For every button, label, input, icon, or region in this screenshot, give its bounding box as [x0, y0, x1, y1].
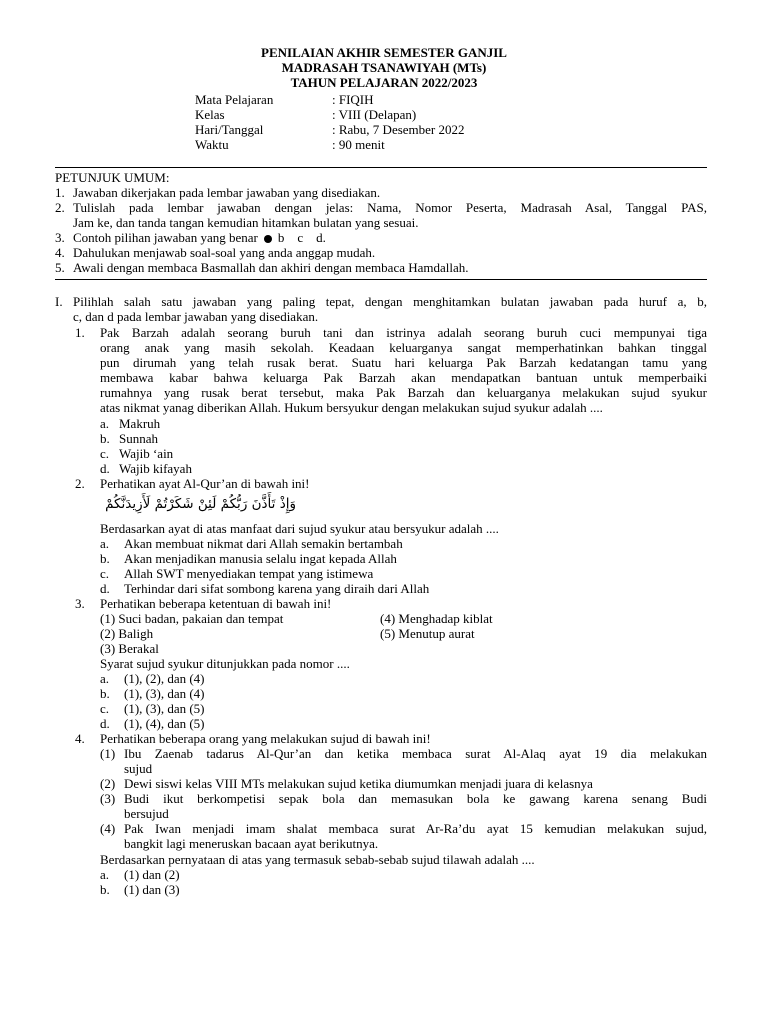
- school-name: MADRASAH TSANAWIYAH (MTs): [281, 60, 487, 75]
- statement-number: (4): [100, 821, 116, 836]
- option-text: Terhindar dari sifat sombong karena yang diraih dari Allah: [124, 581, 430, 596]
- condition-item: (2) Baligh: [100, 626, 154, 641]
- option-text: (1) dan (2): [124, 867, 180, 882]
- meta-label: Mata Pelajaran: [195, 92, 274, 107]
- question-text: Berdasarkan ayat di atas manfaat dari sujud syukur atau bersyukur adalah ....: [100, 521, 499, 536]
- statement-number: (1): [100, 746, 116, 761]
- instruction-number: 3.: [55, 230, 65, 245]
- instruction-text: Jawaban dikerjakan pada lembar jawaban yang disediakan.: [73, 185, 381, 200]
- instruction-text: Contoh pilihan jawaban yang benar: [73, 230, 258, 245]
- option-letter: c.: [100, 446, 110, 461]
- quran-verse: [100, 491, 296, 517]
- statement-text: bersujud: [124, 806, 169, 821]
- option-text: (1), (4), dan (5): [124, 716, 205, 731]
- meta-value: : FIQIH: [332, 92, 374, 107]
- meta-value: : Rabu, 7 Desember 2022: [332, 122, 465, 137]
- question-text: atas nikmat yanag diberikan Allah. Hukum bersyukur dengan melakukan sujud syukur adalah ....: [100, 400, 603, 415]
- option-text: Akan membuat nikmat dari Allah semakin bertambah: [124, 536, 403, 551]
- statement-text: Pak Iwan menjadi imam shalat membaca surat Ar-Ra’du ayat 15 kemudian melakukan sujud,: [124, 821, 707, 836]
- statement-number: (2): [100, 776, 116, 791]
- arabic-text: وَإِذْ تَأَذَّنَ رَبُّكُمْ لَئِنْ شَكَرْتُمْ لَأَزِيدَنَّكُمْ: [105, 496, 296, 512]
- option-letter: d.: [100, 461, 110, 476]
- option-text: (1), (3), dan (5): [124, 701, 205, 716]
- meta-value: : VIII (Delapan): [332, 107, 417, 122]
- statement-number: (3): [100, 791, 116, 806]
- option-text: Sunnah: [119, 431, 158, 446]
- filled-bubble-icon: [264, 235, 272, 243]
- statement-text: Ibu Zaenab tadarus Al-Qur’an dan ketika membaca surat Al-Alaq ayat 19 dia melakukan: [124, 746, 707, 761]
- option-letter: c.: [100, 701, 110, 716]
- question-number: 1.: [75, 325, 85, 340]
- option-letter: a.: [100, 536, 110, 551]
- meta-label: Kelas: [195, 107, 225, 122]
- option-letter: d.: [100, 581, 110, 596]
- question-text: Berdasarkan pernyataan di atas yang termasuk sebab-sebab sujud tilawah adalah ....: [100, 852, 535, 867]
- question-number: 2.: [75, 476, 85, 491]
- option-text: Akan menjadikan manusia selalu ingat kepada Allah: [124, 551, 397, 566]
- option-letter: b.: [100, 431, 110, 446]
- instruction-number: 4.: [55, 245, 65, 260]
- option-letter: a.: [100, 416, 110, 431]
- condition-item: (5) Menutup aurat: [380, 626, 475, 641]
- condition-item: (1) Suci badan, pakaian dan tempat: [100, 611, 284, 626]
- statement-text: sujud: [124, 761, 153, 776]
- instruction-example: [73, 230, 326, 245]
- statement-text: bangkit lagi meneruskan bacaan ayat berikutnya.: [124, 836, 379, 851]
- question-text: membawa kabar bahwa keluarga Pak Barzah akan mendapatkan bantuan untuk memperbaiki: [100, 370, 707, 385]
- question-number: 3.: [75, 596, 85, 611]
- meta-label: Hari/Tanggal: [195, 122, 264, 137]
- question-text: Pak Barzah adalah seorang buruh tani dan istrinya adalah seorang buruh cuci mempunyai tiga: [100, 325, 707, 340]
- divider-bottom: [55, 279, 707, 280]
- instruction-number: 2.: [55, 200, 65, 215]
- divider-top: [55, 167, 707, 168]
- condition-item: (4) Menghadap kiblat: [380, 611, 493, 626]
- question-text: pun dirumah yang telah rusak berat. Suatu hari keluarga Pak Barzah kedatangan tamu yang: [100, 355, 707, 370]
- option-letter: b.: [100, 686, 110, 701]
- instruction-number: 5.: [55, 260, 65, 275]
- question-text: Syarat sujud syukur ditunjukkan pada nomor ....: [100, 656, 350, 671]
- instruction-text: Dahulukan menjawab soal-soal yang anda anggap mudah.: [73, 245, 376, 260]
- school-year: TAHUN PELAJARAN 2022/2023: [290, 75, 478, 90]
- section-number: I.: [55, 294, 63, 309]
- example-options: b c d.: [277, 230, 326, 245]
- option-text: Wajib ‘ain: [119, 446, 174, 461]
- section-instruction: Pilihlah salah satu jawaban yang paling tepat, dengan menghitamkan bulatan jawaban pada huruf a, b,: [73, 294, 707, 309]
- question-text: Perhatikan beberapa ketentuan di bawah ini!: [100, 596, 332, 611]
- instruction-text: Tulislah pada lembar jawaban dengan jelas: Nama, Nomor Peserta, Madrasah Asal, Tanggal PAS,: [73, 200, 707, 215]
- question-text: Perhatikan ayat Al-Qur’an di bawah ini!: [100, 476, 310, 491]
- exam-title: PENILAIAN AKHIR SEMESTER GANJIL: [261, 45, 507, 60]
- option-text: Makruh: [119, 416, 161, 431]
- option-letter: a.: [100, 867, 110, 882]
- meta-label: Waktu: [195, 137, 229, 152]
- section-instruction: c, dan d pada lembar jawaban yang disediakan.: [73, 309, 319, 324]
- option-letter: b.: [100, 551, 110, 566]
- option-text: Allah SWT menyediakan tempat yang istimewa: [124, 566, 374, 581]
- option-letter: a.: [100, 671, 110, 686]
- question-text: Perhatikan beberapa orang yang melakukan sujud di bawah ini!: [100, 731, 431, 746]
- meta-value: : 90 menit: [332, 137, 385, 152]
- question-number: 4.: [75, 731, 85, 746]
- instructions-title: PETUNJUK UMUM:: [55, 170, 170, 185]
- condition-item: (3) Berakal: [100, 641, 159, 656]
- option-letter: d.: [100, 716, 110, 731]
- statement-text: Dewi siswi kelas VIII MTs melakukan sujud ketika diumumkan menjadi juara di kelasnya: [124, 776, 593, 791]
- option-letter: b.: [100, 882, 110, 897]
- option-text: Wajib kifayah: [119, 461, 192, 476]
- instruction-text: Jam ke, dan tanda tangan kemudian hitamkan bulatan yang sesuai.: [73, 215, 419, 230]
- instruction-text: Awali dengan membaca Basmallah dan akhiri dengan membaca Hamdallah.: [73, 260, 469, 275]
- option-text: (1), (3), dan (4): [124, 686, 205, 701]
- option-text: (1), (2), dan (4): [124, 671, 205, 686]
- question-text: orang anak yang masih sekolah. Keadaan keluarganya sangat memperhatinkan bahkan tinggal: [100, 340, 707, 355]
- option-text: (1) dan (3): [124, 882, 180, 897]
- option-letter: c.: [100, 566, 110, 581]
- instruction-number: 1.: [55, 185, 65, 200]
- question-text: rumahnya yang rusak berat tersebut, maka Pak Barzah dan keluarganya melakukan sujud syukur: [100, 385, 707, 400]
- statement-text: Budi ikut berkompetisi sepak bola dan memasukan bola ke gawang karena senang Budi: [124, 791, 707, 806]
